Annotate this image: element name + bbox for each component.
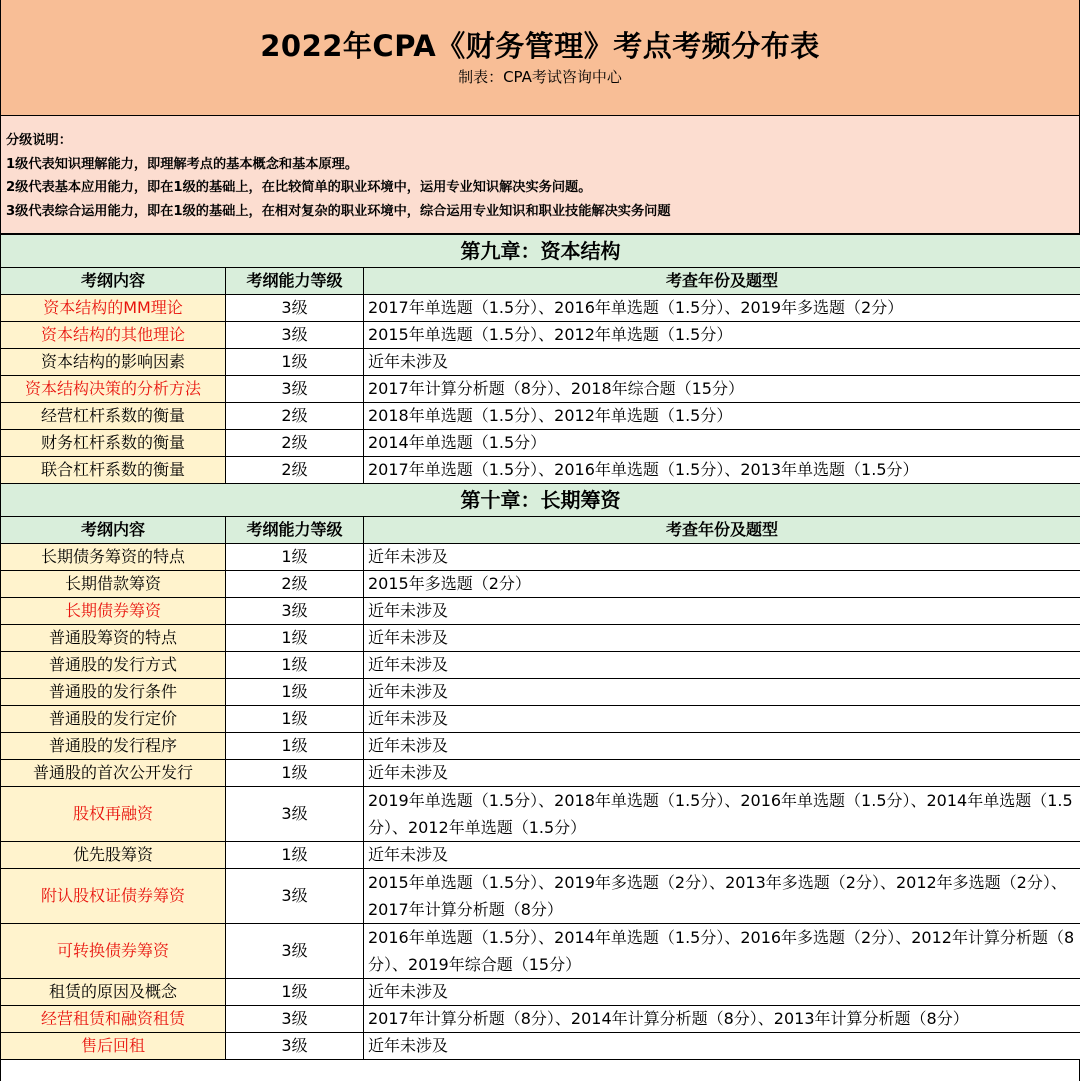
detail-cell: 2017年计算分析题（8分）、2014年计算分析题（8分）、2013年计算分析题（8分）	[364, 1006, 1080, 1033]
header-level: 考纲能力等级	[226, 268, 364, 295]
topic-cell: 普通股的发行方式	[1, 652, 226, 679]
detail-cell: 近年未涉及	[364, 544, 1080, 571]
table-body	[1, 235, 1080, 1060]
topic-cell: 长期债券筹资	[1, 598, 226, 625]
table-row	[1, 1033, 1080, 1060]
topic-cell: 经营杠杆系数的衡量	[1, 403, 226, 430]
detail-cell: 近年未涉及	[364, 979, 1080, 1006]
header-topic: 考纲内容	[1, 268, 226, 295]
level-cell: 1级	[226, 842, 364, 869]
topic-cell: 长期债务筹资的特点	[1, 544, 226, 571]
level-cell: 2级	[226, 430, 364, 457]
detail-cell: 近年未涉及	[364, 349, 1080, 376]
table-row	[1, 679, 1080, 706]
detail-cell: 2015年单选题（1.5分）、2012年单选题（1.5分）	[364, 322, 1080, 349]
table-row	[1, 571, 1080, 598]
topic-cell: 租赁的原因及概念	[1, 979, 226, 1006]
detail-cell: 近年未涉及	[364, 1033, 1080, 1060]
table-row	[1, 1006, 1080, 1033]
level-cell: 1级	[226, 706, 364, 733]
topic-cell: 长期借款筹资	[1, 571, 226, 598]
table-row	[1, 924, 1080, 979]
table-row	[1, 979, 1080, 1006]
table-row	[1, 403, 1080, 430]
table-row	[1, 322, 1080, 349]
detail-cell: 2015年多选题（2分）	[364, 571, 1080, 598]
level-cell: 1级	[226, 349, 364, 376]
level-cell: 1级	[226, 733, 364, 760]
topic-cell: 普通股的发行条件	[1, 679, 226, 706]
topic-cell: 售后回租	[1, 1033, 226, 1060]
table-row	[1, 544, 1080, 571]
detail-cell: 2017年单选题（1.5分）、2016年单选题（1.5分）、2013年单选题（1.5分）	[364, 457, 1080, 484]
topic-cell: 优先股筹资	[1, 842, 226, 869]
level-cell: 3级	[226, 1033, 364, 1060]
page-subtitle: 制表：CPA考试咨询中心	[458, 68, 622, 86]
chapter-title: 第九章：资本结构	[1, 235, 1080, 268]
level-cell: 2级	[226, 571, 364, 598]
chapter-title-row	[1, 235, 1080, 268]
level-cell: 1级	[226, 760, 364, 787]
detail-cell: 2019年单选题（1.5分）、2018年单选题（1.5分）、2016年单选题（1.5分）、2014年单选题（1.5分）、2012年单选题（1.5分）	[364, 787, 1080, 842]
detail-cell: 2018年单选题（1.5分）、2012年单选题（1.5分）	[364, 403, 1080, 430]
table-row	[1, 598, 1080, 625]
detail-cell: 2015年单选题（1.5分）、2019年多选题（2分）、2013年多选题（2分）、2012年多选题（2分）、2017年计算分析题（8分）	[364, 869, 1080, 924]
level-cell: 1级	[226, 625, 364, 652]
level-cell: 3级	[226, 295, 364, 322]
chapter-title-row	[1, 484, 1080, 517]
detail-cell: 近年未涉及	[364, 679, 1080, 706]
topic-cell: 联合杠杆系数的衡量	[1, 457, 226, 484]
grading-notes	[1, 116, 1079, 234]
topic-cell: 普通股的发行程序	[1, 733, 226, 760]
level-cell: 3级	[226, 869, 364, 924]
detail-cell: 2017年计算分析题（8分）、2018年综合题（15分）	[364, 376, 1080, 403]
topic-cell: 资本结构决策的分析方法	[1, 376, 226, 403]
table-row	[1, 842, 1080, 869]
topic-cell: 可转换债券筹资	[1, 924, 226, 979]
detail-cell: 近年未涉及	[364, 652, 1080, 679]
note-level-2: 2级代表基本应用能力，即在1级的基础上，在比较简单的职业环境中，运用专业知识解决实务问题。	[6, 180, 592, 195]
detail-cell: 近年未涉及	[364, 733, 1080, 760]
table-row	[1, 625, 1080, 652]
level-cell: 1级	[226, 652, 364, 679]
page-title: 2022年CPA《财务管理》考点考频分布表	[260, 29, 820, 63]
note-level-3: 3级代表综合运用能力，即在1级的基础上，在相对复杂的职业环境中，综合运用专业知识和职业技能解决实务问题	[6, 203, 671, 219]
detail-cell: 近年未涉及	[364, 598, 1080, 625]
topic-cell: 资本结构的MM理论	[1, 295, 226, 322]
chapter-title: 第十章：长期筹资	[1, 484, 1080, 517]
detail-cell: 2016年单选题（1.5分）、2014年单选题（1.5分）、2016年多选题（2分）、2012年计算分析题（8分）、2019年综合题（15分）	[364, 924, 1080, 979]
topic-cell: 普通股的首次公开发行	[1, 760, 226, 787]
header-topic: 考纲内容	[1, 517, 226, 544]
topic-cell: 资本结构的其他理论	[1, 322, 226, 349]
topic-cell: 附认股权证债券筹资	[1, 869, 226, 924]
topic-cell: 财务杠杆系数的衡量	[1, 430, 226, 457]
table-row	[1, 457, 1080, 484]
level-cell: 2级	[226, 457, 364, 484]
title-block	[1, 0, 1079, 116]
header-row	[1, 517, 1080, 544]
topic-cell: 经营租赁和融资租赁	[1, 1006, 226, 1033]
level-cell: 1级	[226, 544, 364, 571]
table-row	[1, 295, 1080, 322]
level-cell: 3级	[226, 787, 364, 842]
table-row	[1, 706, 1080, 733]
detail-cell: 近年未涉及	[364, 706, 1080, 733]
level-cell: 3级	[226, 924, 364, 979]
level-cell: 3级	[226, 322, 364, 349]
level-cell: 1级	[226, 979, 364, 1006]
table-row	[1, 760, 1080, 787]
detail-cell: 近年未涉及	[364, 760, 1080, 787]
table-row	[1, 787, 1080, 842]
detail-cell: 近年未涉及	[364, 842, 1080, 869]
topic-cell: 普通股的发行定价	[1, 706, 226, 733]
header-detail: 考查年份及题型	[364, 268, 1080, 295]
topic-cell: 股权再融资	[1, 787, 226, 842]
level-cell: 3级	[226, 1006, 364, 1033]
notes-heading: 分级说明：	[6, 133, 72, 148]
table-row	[1, 376, 1080, 403]
level-cell: 2级	[226, 403, 364, 430]
detail-cell: 2014年单选题（1.5分）	[364, 430, 1080, 457]
table-row	[1, 869, 1080, 924]
exam-topic-table	[0, 234, 1080, 1060]
level-cell: 3级	[226, 376, 364, 403]
header-row	[1, 268, 1080, 295]
level-cell: 3级	[226, 598, 364, 625]
note-level-1: 1级代表知识理解能力，即理解考点的基本概念和基本原理。	[6, 156, 359, 172]
level-cell: 1级	[226, 679, 364, 706]
detail-cell: 2017年单选题（1.5分）、2016年单选题（1.5分）、2019年多选题（2分）	[364, 295, 1080, 322]
header-detail: 考查年份及题型	[364, 517, 1080, 544]
table-row	[1, 733, 1080, 760]
header-level: 考纲能力等级	[226, 517, 364, 544]
table-row	[1, 349, 1080, 376]
topic-cell: 资本结构的影响因素	[1, 349, 226, 376]
table-row	[1, 430, 1080, 457]
table-row	[1, 652, 1080, 679]
detail-cell: 近年未涉及	[364, 625, 1080, 652]
topic-cell: 普通股筹资的特点	[1, 625, 226, 652]
